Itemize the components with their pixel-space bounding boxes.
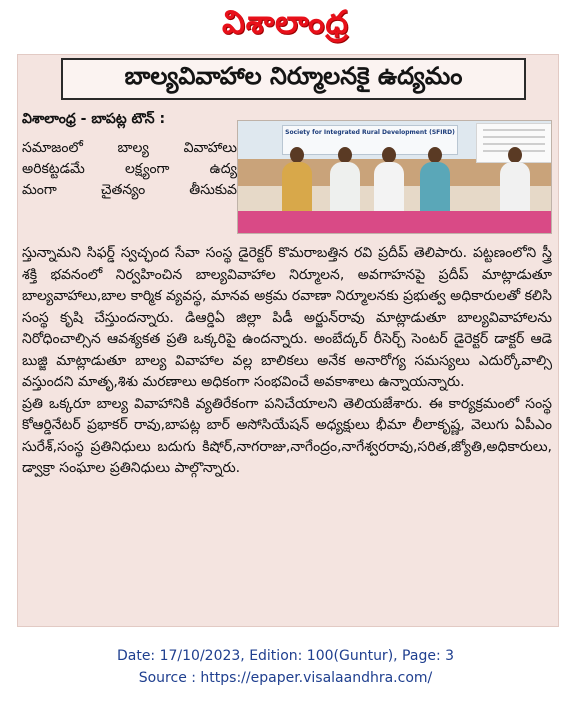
article-body — [22, 243, 552, 480]
photo-banner: Society for Integrated Rural Development (SFIRD) — [282, 125, 458, 155]
article-column-lines — [22, 138, 237, 201]
article-paragraph: స్తున్నామని సిఫర్డ్ స్వచ్ఛంద సేవా సంస్థ డైరెక్టర్ కొమరాబత్తిన రవి ప్రదీప్ తెలిపారు. పట్టణంలోని స్త్రీ శక్తి భవనంలో నిర్వహించిన బాల్యవివాహాల నిర్మూలన, అవగాహనపై ప్రదీప్ మాట్లాడుతూ బాల్యవాహాలు,బాల కార్మిక వ్యవస్థ, మానవ అక్రమ రవాణా నిర్మూలనకు ప్రభుత్వ అధికారులతో కలిసి సంస్థ కృషి చేస్తుందన్నారు. డిఆర్డిఏ జిల్లా పిడీ అర్జున్‌రావు మాట్లాడుతూ బాల్యవివాహాలను నిరోధించాల్సిన ఆవశ్యకత ప్రతి ఒక్కరిపై ఉందన్నారు. అంబేద్కర్ రీసెర్చ్ సెంటర్ డైరెక్టర్ డాక్టర్ ఆడె బుజ్జి మాట్లాడుతూ బాల్య వివాహాల వల్ల బాలికలు అనేక అనారోగ్య సమస్యలు ఎదుర్కోవాల్సి వస్తుందని మాతృ,శిశు మరణాలు అధికంగా సంభవించే అవకాశాలు ఉన్నాయన్నారు. — [22, 245, 552, 390]
photo-table — [238, 211, 552, 233]
article-byline: విశాలాంధ్ర - బాపట్ల టౌన్ : — [22, 111, 166, 127]
masthead-logo-text: విశాలాంధ్ర — [222, 3, 349, 41]
article-line: అరికట్టడమే లక్ష్యంగా ఉద్య — [22, 161, 237, 177]
article-headline: బాల్యవివాహాల నిర్మూలనకై ఉద్యమం — [124, 62, 463, 90]
newspaper-masthead — [0, 0, 571, 52]
article-paragraph: ప్రతి ఒక్కరూ బాల్య వివాహానికి వ్యతిరేకంగా పనిచేయాలని తెలియజేశారు. ఈ కార్యక్రమంలో సంస్థ కోఆర్డినేటర్ ప్రభాకర్ రావు,బాపట్ల బార్ అసోసియేషన్ అధ్యక్షులు భీమా లీలాకృష్ణ, వెలుగు ఏపీఎం సురేశ్,సంస్థ ప్రతినిధులు బదుగు కిషోర్,నాగరాజు,నాగేంద్రం,నాగేశ్వరరావు,సరిత,జ్యోతి,అధికారులు, డ్వాక్రా సంఘాల ప్రతినిధులు పాల్గొన్నారు. — [22, 395, 552, 476]
article-line: మంగా చైతన్యం తీసుకువ — [22, 182, 237, 198]
article-photo — [237, 120, 552, 234]
article-headline-box — [61, 58, 526, 100]
article-line: సమాజంలో బాల్య వివాహాలు — [22, 140, 237, 156]
footer-source-line: Source : https://epaper.visalaandhra.com/ — [138, 670, 433, 686]
footer-date-line: Date: 17/10/2023, Edition: 100(Guntur), Page: 3 — [116, 648, 455, 664]
